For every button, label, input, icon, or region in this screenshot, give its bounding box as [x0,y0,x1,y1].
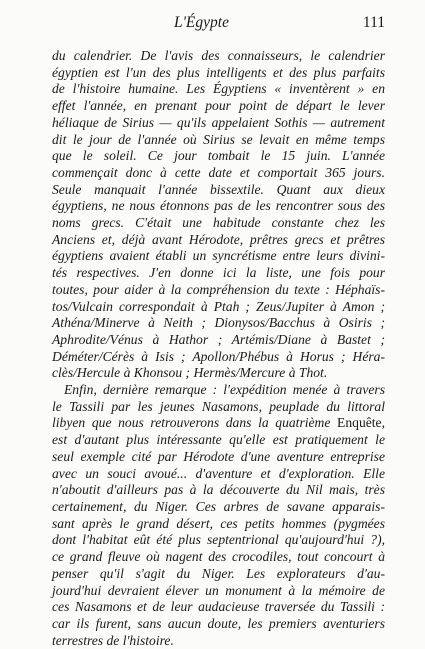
text-line [52,165,385,182]
text-segment: égyptien est l'un des plus intelligents et des plus parfaits [52,64,385,80]
text-segment: car ils furent, sans aucun doute, les premiers aventuriers [52,615,385,631]
text-line [52,215,385,232]
text-segment: dont l'habitat eût été plus septentrional qu'aujourd'hui ?), [52,532,385,548]
text-line [52,566,385,583]
text-segment: Athéna/Minerve à Neith ; Dionysos/Bacchus à Osiris ; [52,315,385,331]
text-segment: Anciens et, déjà avant Hérodote, prêtres grecs et prêtres [52,231,385,247]
text-line [52,265,385,282]
text-segment: clès/Hercule à Khonsou ; Hermès/Mercure à Thot. [52,365,328,381]
text-segment: égyptiens avaient établi un syncrétisme entre leurs divini- [52,248,385,264]
text-line [52,532,385,549]
text-segment: certainement, du Niger. Ces arbres de savane apparais- [52,498,385,514]
text-line [52,549,385,566]
text-segment: seul exemple cité par Hérodote d'une aventure entreprise [52,448,385,464]
text-line [52,148,385,165]
text-line [52,65,385,82]
text-segment: jourd'hui devraient élever un monument à la mémoire de [52,582,385,598]
text-segment: héliaque de Sirius — qu'ils appelaient Sothis — autrement [52,114,385,130]
text-segment: , [381,415,385,431]
text-line [52,365,385,382]
text-line [52,583,385,600]
text-line [52,382,385,399]
text-segment: le Tassili par les jeunes Nasamons, peuplade du littoral [52,398,385,414]
text-line [52,198,385,215]
text-segment: tos/Vulcain correspondait à Ptah ; Zeus/Jupiter à Amon ; [52,298,385,314]
text-line [52,332,385,349]
text-segment: penser qu'il s'agit du Niger. Les explorateurs d'au- [52,565,385,581]
text-segment: ce grand fleuve où nagent des crocodiles, tout concourt à [52,549,385,565]
text-line [52,98,385,115]
text-segment: Enfin, dernière remarque : l'expédition menée à travers [64,382,385,398]
text-segment: commençait donc à cette date et comportait 365 jours. [52,164,385,180]
text-line [52,482,385,499]
text-segment: libyen que nous retrouverons dans la quatrième [52,415,338,431]
text-line [52,415,385,432]
text-segment: de l'histoire humaine. Les Égyptiens « inventèrent » en [52,81,385,97]
text-segment: est d'autant plus intéressante qu'elle est pratiquement le [52,432,385,448]
text-line [52,232,385,249]
text-line [52,499,385,516]
text-line [52,599,385,616]
text-line [52,315,385,332]
text-segment: noms grecs. C'était une habitude constante chez les [52,215,385,231]
text-line [52,248,385,265]
text-line [52,115,385,132]
text-line [52,349,385,366]
text-segment: égyptiens, ne nous étonnons pas de les rencontrer sous des [52,198,385,214]
text-segment: Seule manquait l'année bissextile. Quant aux dieux [52,181,385,197]
text-segment: toutes, pour aider à la compréhension du texte : Héphaïs- [52,281,385,297]
page-number: 111 [362,14,385,31]
text-line [52,516,385,533]
text-line [52,182,385,199]
text-line [52,81,385,98]
text-segment: du calendrier. De l'avis des connaisseurs, le calendrier [52,48,385,63]
text-segment: Déméter/Cérès à Isis ; Apollon/Phébus à Horus ; Héra- [52,348,385,364]
text-segment: que le soleil. Ce jour tombait le 15 juin. L'année [52,148,385,164]
text-segment: dit le jour de l'année où Sirius se levait en même temps [52,131,385,147]
book-title-reference: Enquête [337,415,382,431]
body-text [52,48,385,649]
text-line [52,449,385,466]
text-segment: Aphrodite/Vénus à Hathor ; Artémis/Diane à Bastet ; [52,331,385,347]
text-line [52,616,385,633]
text-segment: tés respectives. J'en donne ici la liste, une fois pour [52,265,385,281]
text-line [52,299,385,316]
text-segment: ces Nasamons et de leur audacieuse traversée du Tassili : [52,599,385,615]
running-head [52,14,385,36]
text-line [52,132,385,149]
text-segment: avec un souci avoué... d'aventure et d'exploration. Elle [52,465,385,481]
text-segment: sant après le grand désert, ces petits hommes (pygmées [52,515,385,531]
text-line [52,432,385,449]
text-line [52,48,385,65]
text-line [52,466,385,483]
text-segment: terrestres de l'histoire. [52,632,174,648]
text-segment: effet l'année, en prenant pour point de départ le lever [52,98,385,114]
text-line [52,399,385,416]
text-line [52,282,385,299]
text-line [52,633,385,649]
chapter-title: L'Égypte [174,14,229,31]
text-segment: n'aboutit d'ailleurs pas à la découverte du Nil mais, très [52,482,385,498]
